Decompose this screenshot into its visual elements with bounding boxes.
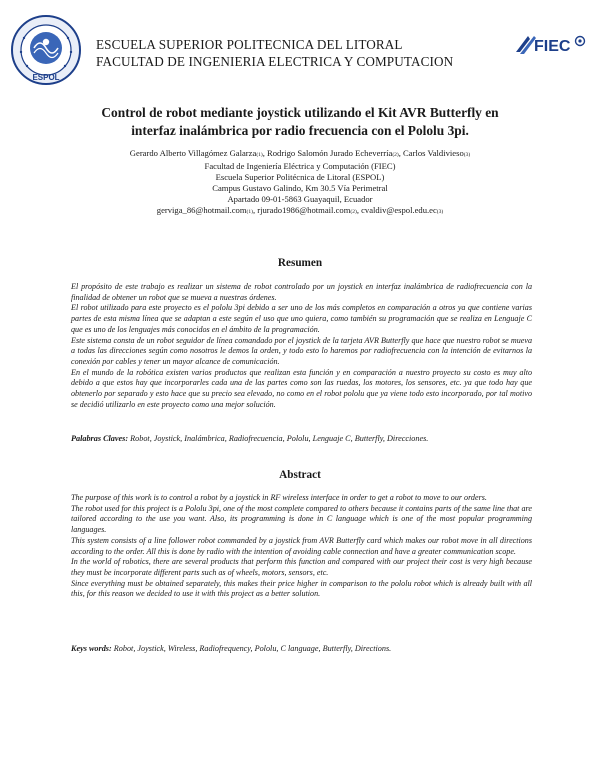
author-names: Gerardo Alberto Villagómez Galarza(1), Rodrigo Salomón Jurado Echeverría(2), Carlos Valdivieso(3)	[129, 148, 471, 158]
author-1-ref: (1)	[256, 152, 263, 158]
institution-block	[96, 36, 516, 70]
resumen-heading: Resumen	[277, 257, 323, 269]
author-1: Gerardo Alberto Villagómez Galarza	[129, 148, 257, 158]
email-3-ref: (3)	[436, 209, 444, 215]
faculty-name: FACULTAD DE INGENIERIA ELECTRICA Y COMPUTACION	[96, 54, 454, 69]
espol-logo	[10, 14, 82, 86]
affiliation-line: Facultad de Ingeniería Eléctrica y Computación (FIEC)	[204, 161, 396, 171]
paper-title	[40, 104, 560, 140]
keywords-label: Palabras Claves:	[71, 434, 129, 443]
espol-logo-text: ESPOL	[32, 73, 60, 82]
title-line-1: Control de robot mediante joystick utilizando el Kit AVR Butterfly en	[101, 105, 499, 120]
resumen-paragraph: El propósito de este trabajo es realizar un sistema de robot controlado por un joystick en interfaz inalámbrica de radiofrecuencia con la finalidad de obtener un robot que se mueva a nuestras órdenes.	[71, 282, 532, 302]
resumen-body	[71, 282, 532, 410]
author-2: Rodrigo Salomón Jurado Echeverría	[267, 148, 393, 158]
affiliation-line: Escuela Superior Politécnica de Litoral (ESPOL)	[215, 172, 385, 182]
keywords-label: Keys words:	[71, 644, 112, 653]
fiec-logo	[514, 30, 586, 58]
keywords-text: Robot, Joystick, Wireless, Radiofrequency, Pololu, C language, Butterfly, Directions.	[113, 644, 392, 653]
email-2-ref: (2)	[350, 209, 357, 215]
affiliation-line: Apartado 09-01-5863 Guayaquil, Ecuador	[227, 194, 373, 204]
resumen-paragraph: En el mundo de la robótica existen varios productos que realizan esta función y en comparación a nuestro proyecto su costo es muy alto debido a que estos hay que incorporarles cada una de las partes como son las ruedas, los motores, los sensores, etc. ya que todo hay que obtenerlo por separado y esto hace que su precio sea elevado, no como en el robot pololu que ya viene todo esto incorporado, por tal motivo se decidió utilizarlo en este proyecto como una mejor solución.	[71, 367, 532, 409]
abstract-paragraph: The robot used for this project is a Pololu 3pi, one of the most complete compared to others because it contains parts of the same line that are tailored according to the use you want. Also, its programming is done in C language which is one of the most popular programming languages.	[71, 503, 532, 535]
fiec-logo-text: FIEC	[534, 38, 571, 55]
institution-name: ESCUELA SUPERIOR POLITECNICA DEL LITORAL	[96, 37, 403, 52]
author-3-ref: (3)	[463, 152, 471, 158]
resumen-paragraph: El robot utilizado para este proyecto es el pololu 3pi debido a ser uno de los más completos en comparación a otros ya que contiene varias partes de esta misma línea que se adaptan a este según el uso que uno quiera, como también su programación que se realiza en Lenguaje C que es uno de los lenguajes más conocidos en el ámbito de la programación.	[71, 303, 532, 334]
author-block	[40, 148, 560, 218]
email-1-ref: (1)	[246, 209, 253, 215]
email-2[interactable]: rjurado1986@hotmail.com	[257, 205, 351, 215]
author-2-ref: (2)	[392, 152, 399, 158]
author-3: Carlos Valdivieso	[403, 148, 464, 158]
abstract-heading: Abstract	[279, 469, 321, 481]
page-header	[0, 0, 600, 90]
title-line-2: interfaz inalámbrica por radio frecuencia con el Pololu 3pi.	[131, 123, 469, 138]
email-3[interactable]: cvaldiv@espol.edu.ec	[361, 205, 437, 215]
email-1[interactable]: gerviga_86@hotmail.com	[156, 205, 247, 215]
abstract-paragraph: In the world of robotics, there are several products that perform this function and compared with our project their cost is very high because they must be incorporate different parts such as of wheels, motors, sensors, etc.	[71, 557, 532, 577]
resumen-keywords	[71, 433, 532, 444]
affiliation-line: Campus Gustavo Galindo, Km 30.5 Vía Perimetral	[212, 183, 388, 193]
abstract-body	[71, 493, 532, 600]
resumen-paragraph: Este sistema consta de un robot seguidor de línea comandado por el joystick de la tarjeta AVR Butterfly que hace que nuestro robot se mueva a todas las direcciones según como nosotros le demos la orden, y todo esto lo haremos por radiofrecuencia con la intención de evitarnos la conexión por cables y tener un mayor alcance de comunicación.	[71, 335, 532, 366]
keywords-text: Robot, Joystick, Inalámbrica, Radiofrecuencia, Pololu, Lenguaje C, Butterfly, Direcciones.	[130, 434, 429, 443]
author-emails: gerviga_86@hotmail.com(1), rjurado1986@hotmail.com(2), cvaldiv@espol.edu.ec(3)	[156, 205, 444, 215]
abstract-paragraph: Since everything must be obtained separately, this makes their price higher in comparison to the pololu robot which is already built with all this, for this reason we decided to use it with this project as a better solution.	[71, 578, 532, 599]
abstract-keywords	[71, 643, 532, 654]
abstract-paragraph: The purpose of this work is to control a robot by a joystick in RF wireless interface in order to get a robot to move to our orders.	[71, 493, 487, 502]
abstract-paragraph: This system consists of a line follower robot commanded by a joystick from AVR Butterfly card which makes our robot move in all directions according to the order. All this is done by radio with the intention of avoiding cable connection and have a greater communication scope.	[71, 535, 532, 556]
